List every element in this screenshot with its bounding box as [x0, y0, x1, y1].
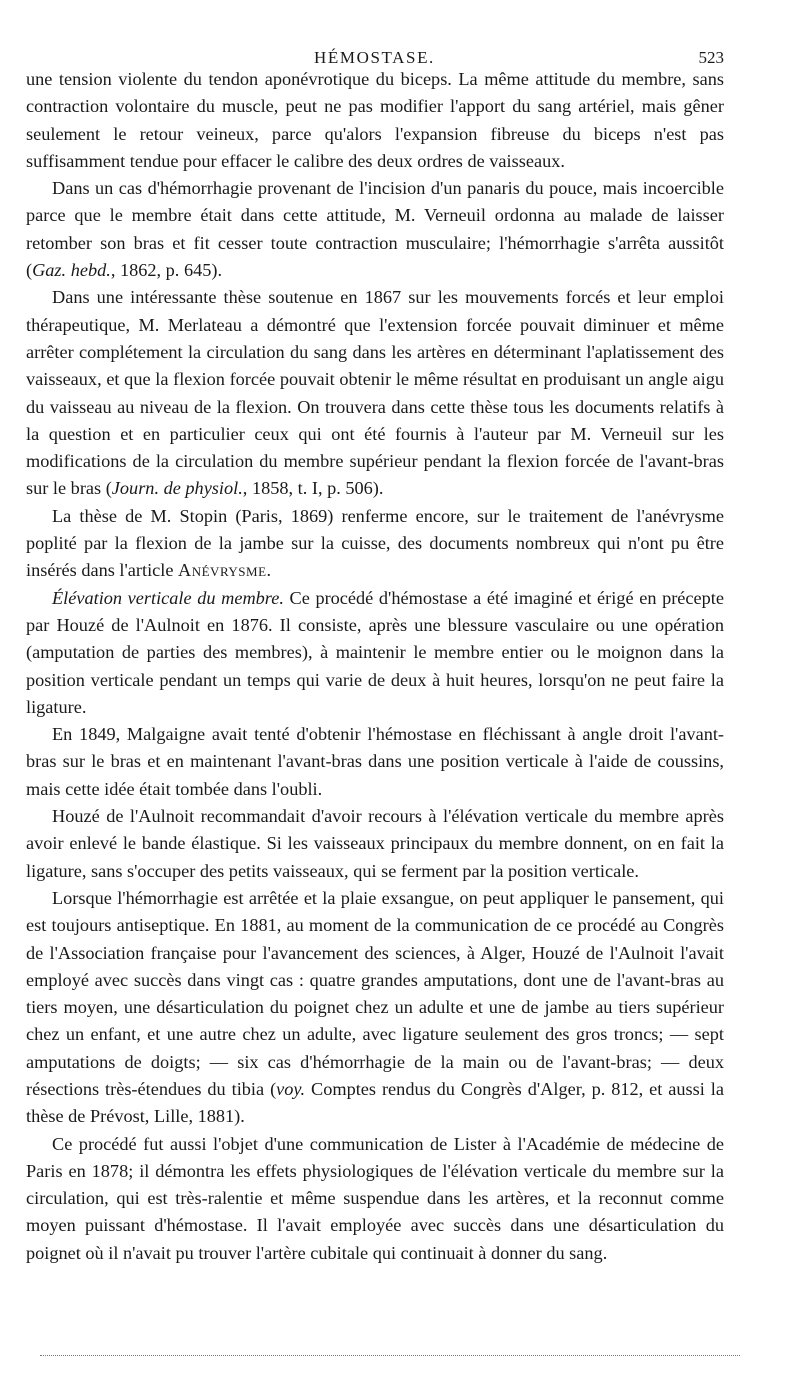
- paragraph-4-text-b: .: [266, 560, 272, 581]
- article-reference: Anévrysme: [178, 560, 267, 581]
- body-text: [26, 66, 724, 1267]
- citation-gaz-hebd: Gaz. hebd.: [32, 260, 111, 281]
- paragraph-3: [26, 284, 724, 502]
- paragraph-8-text-a: Lorsque l'hémorrhagie est arrêtée et la plaie exsangue, on peut appliquer le pansement, qui est toujours antiseptique. En 1881, au moment de la communication de ce procédé au Congrès de l'Association française pour l'avancement des sciences, à Alger, Houzé de l'Aulnoit l'avait employé avec succès dans vingt cas : quatre grandes amputations, dont une de l'avant-bras au tiers moyen, une désarticulation du poignet chez un adulte et une de jambe au tiers supérieur chez un enfant, et une autre chez un adulte, avec ligature seulement des gros troncs; — sept amputations de doigts; — six cas d'hémorrhagie de la main ou de l'avant-bras; — deux résections très-étendues du tibia (: [26, 887, 724, 1099]
- paragraph-2: [26, 175, 724, 284]
- page-number: 523: [698, 48, 724, 67]
- section-heading-elevation: Élévation verticale du membre.: [52, 587, 284, 608]
- paragraph-3-text-a: Dans une intéressante thèse soutenue en 1867 sur les mouvements forcés et leur emploi thérapeutique, M. Merlateau a démontré que l'extension forcée pouvait diminuer et même arrêter complétement la circulation du sang dans les artères en déterminant l'aplatissement des vaisseaux, et que la flexion forcée pouvait obtenir le même résultat en produisant un angle aigu du vaisseau au niveau de la flexion. On trouvera dans cette thèse tous les documents relatifs à la question et en particulier ceux qui ont été fournis à l'auteur par M. Verneuil sur les modifications de la circulation du membre supérieur pendant la flexion forcée de l'avant-bras sur le bras (: [26, 287, 724, 499]
- citation-voy: voy.: [276, 1078, 306, 1099]
- running-head: [26, 30, 724, 66]
- paragraph-8: [26, 885, 724, 1131]
- citation-journ-physiol: Journ. de physiol.: [111, 478, 243, 499]
- book-page: [26, 30, 724, 1267]
- paragraph-5-text: Ce procédé d'hémostase a été imaginé et érigé en précepte par Houzé de l'Aulnoit en 1876. Il consiste, après une blessure vasculaire ou une opération (amputation de parties des membres), à maintenir le membre entier ou le moignon dans la position verticale pendant un temps qui varie de deux à huit heures, lorsqu'on ne peut faire la ligature.: [26, 587, 724, 717]
- paragraph-8-text-b: Comptes rendus du Congrès d'Alger, p. 812, et aussi la thèse de Prévost, Lille, 1881).: [26, 1078, 724, 1127]
- footer-dotted-rule: [40, 1355, 740, 1356]
- paragraph-9: Ce procédé fut aussi l'objet d'une communication de Lister à l'Académie de médecine de Paris en 1878; il démontra les effets physiologiques de l'élévation verticale du membre sur la circulation, qui est très-ralentie et même suspendue dans les artères, et la reconnut comme moyen puissant d'hémostase. Il l'avait employée avec succès dans une désarticulation du poignet où il n'avait pu trouver l'artère cubitale qui continuait à donner du sang.: [26, 1133, 724, 1263]
- paragraph-4-text-a: La thèse de M. Stopin (Paris, 1869) renferme encore, sur le traitement de l'anévrysme poplité par la flexion de la jambe sur la cuisse, des documents nombreux qui n'ont pu être insérés dans l'article: [26, 505, 724, 581]
- paragraph-7: Houzé de l'Aulnoit recommandait d'avoir recours à l'élévation verticale du membre après avoir enlevé le bande élastique. Si les vaisseaux principaux du membre donnent, on en fait la ligature, sans s'occuper des petits vaisseaux, qui se ferment par la position verticale.: [26, 806, 724, 881]
- paragraph-3-text-b: , 1858, t. I, p. 506).: [242, 478, 384, 499]
- paragraph-1: une tension violente du tendon aponévrotique du biceps. La même attitude du membre, sans contraction volontaire du muscle, peut ne pas modifier l'apport du sang artériel, mais gêner seulement le retour veineux, parce qu'alors l'expansion fibreuse du biceps n'est pas suffisamment tendue pour effacer le calibre des deux ordres de vaisseaux.: [26, 69, 724, 171]
- running-title: HÉMOSTASE.: [314, 48, 435, 67]
- paragraph-2-text-a: Dans un cas d'hémorrhagie provenant de l'incision d'un panaris du pouce, mais incoercible parce que le membre était dans cette attitude, M. Verneuil ordonna au malade de laisser retomber son bras et fit cesser toute contraction musculaire; l'hémorrhagie s'arrêta aussitôt (: [26, 178, 724, 281]
- paragraph-5: [26, 585, 724, 721]
- paragraph-2-text-b: , 1862, p. 645).: [110, 260, 223, 281]
- paragraph-4: [26, 503, 724, 585]
- paragraph-6: En 1849, Malgaigne avait tenté d'obtenir l'hémostase en fléchissant à angle droit l'avant-bras sur le bras et en maintenant l'avant-bras dans une position verticale à l'aide de coussins, mais cette idée était tombée dans l'oubli.: [26, 724, 724, 799]
